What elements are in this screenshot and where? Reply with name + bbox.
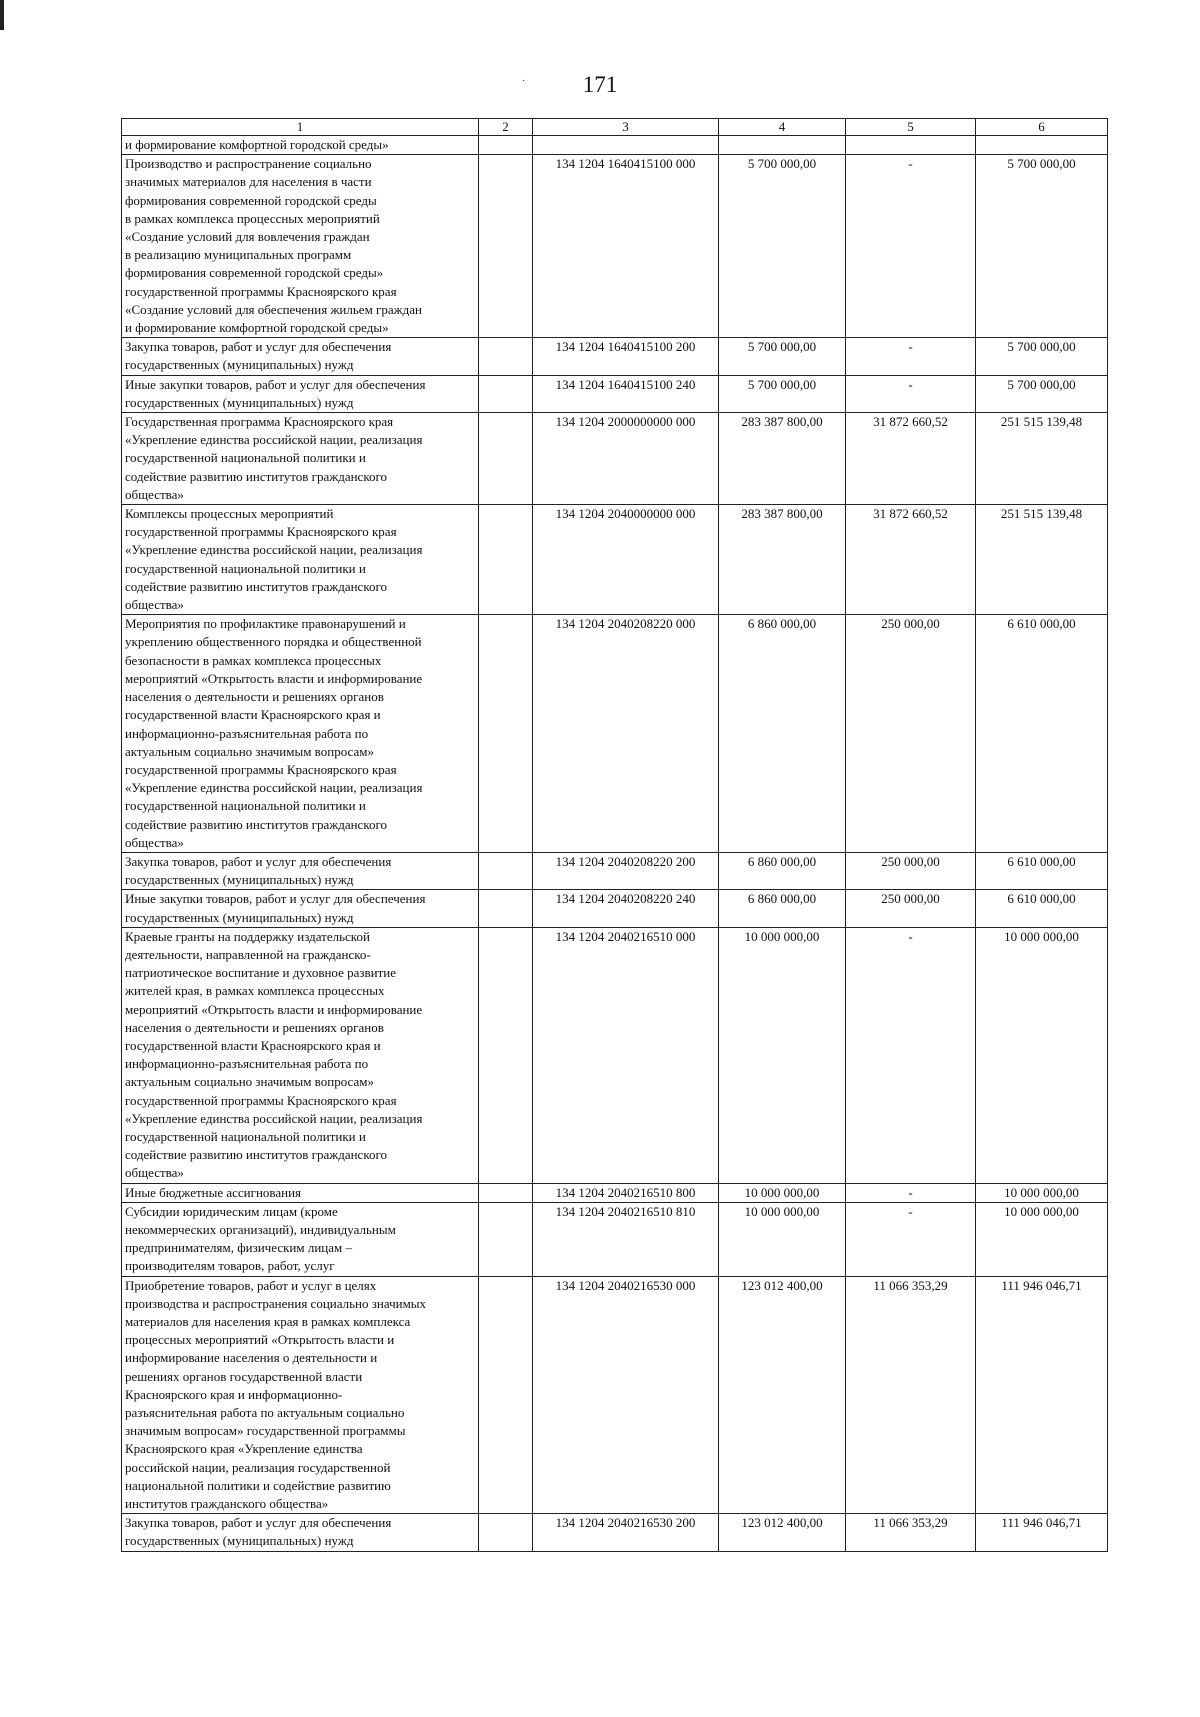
row-amount-col4: 123 012 400,00 bbox=[719, 1276, 846, 1514]
row-amount-col6: 111 946 046,71 bbox=[976, 1514, 1108, 1551]
row-description: Закупка товаров, работ и услуг для обеспечения государственных (муниципальных) нужд bbox=[122, 338, 479, 375]
row-description: Краевые гранты на поддержку издательской деятельности, направленной на гражданско- патриотическое воспитание и духовное развитие жителей края, в рамках комплекса процессных мероприятий «Открытость власти и информирование населения о деятельности и решениях органов государственной власти Красноярского края и информационно-разъяснительная работа по актуальным социально значимым вопросам» государственной программы Красноярского края «Укрепление единства российской нации, реализация государственной национальной политики и содействие развитию институтов гражданского общества» bbox=[122, 927, 479, 1183]
row-amount-col4: 123 012 400,00 bbox=[719, 1514, 846, 1551]
row-description: Государственная программа Красноярского края «Укрепление единства российской нации, реализация государственной национальной политики и содействие развитию институтов гражданского общества» bbox=[122, 413, 479, 505]
row-budget-code: 134 1204 2040216530 000 bbox=[533, 1276, 719, 1514]
row-budget-code: 134 1204 2040000000 000 bbox=[533, 505, 719, 615]
row-description: Закупка товаров, работ и услуг для обеспечения государственных (муниципальных) нужд bbox=[122, 1514, 479, 1551]
table-row bbox=[122, 338, 1108, 375]
row-amount-col4 bbox=[719, 136, 846, 155]
row-description: Иные закупки товаров, работ и услуг для обеспечения государственных (муниципальных) нужд bbox=[122, 375, 479, 412]
row-budget-code: 134 1204 2040216510 000 bbox=[533, 927, 719, 1183]
row-amount-col6: 6 610 000,00 bbox=[976, 615, 1108, 853]
row-amount-col4: 10 000 000,00 bbox=[719, 1183, 846, 1202]
row-amount-col5: - bbox=[846, 338, 976, 375]
row-amount-col4: 5 700 000,00 bbox=[719, 338, 846, 375]
table-row bbox=[122, 1202, 1108, 1276]
row-amount-col5: 31 872 660,52 bbox=[846, 505, 976, 615]
row-amount-col5: - bbox=[846, 375, 976, 412]
row-amount-col6: 6 610 000,00 bbox=[976, 890, 1108, 927]
table-header-row bbox=[122, 119, 1108, 136]
row-amount-col5: - bbox=[846, 155, 976, 338]
column-header-5: 5 bbox=[846, 119, 976, 136]
row-column-2 bbox=[479, 852, 533, 889]
row-amount-col6: 10 000 000,00 bbox=[976, 927, 1108, 1183]
row-budget-code: 134 1204 1640415100 240 bbox=[533, 375, 719, 412]
row-description: Иные закупки товаров, работ и услуг для обеспечения государственных (муниципальных) нужд bbox=[122, 890, 479, 927]
row-amount-col5: - bbox=[846, 927, 976, 1183]
row-budget-code: 134 1204 2040208220 200 bbox=[533, 852, 719, 889]
row-column-2 bbox=[479, 615, 533, 853]
row-amount-col6: 251 515 139,48 bbox=[976, 505, 1108, 615]
row-amount-col4: 5 700 000,00 bbox=[719, 155, 846, 338]
row-column-2 bbox=[479, 1514, 533, 1551]
table-row bbox=[122, 1514, 1108, 1551]
row-column-2 bbox=[479, 890, 533, 927]
row-amount-col4: 6 860 000,00 bbox=[719, 890, 846, 927]
row-budget-code: 134 1204 2040208220 000 bbox=[533, 615, 719, 853]
row-description: Мероприятия по профилактике правонарушений и укреплению общественного порядка и общественной безопасности в рамках комплекса процессных мероприятий «Открытость власти и информирование населения о деятельности и решениях органов государственной власти Красноярского края и информационно-разъяснительная работа по актуальным социально значимым вопросам» государственной программы Красноярского края «Укрепление единства российской нации, реализация государственной национальной политики и содействие развитию институтов гражданского общества» bbox=[122, 615, 479, 853]
page-number: 171 bbox=[582, 72, 618, 97]
row-column-2 bbox=[479, 1276, 533, 1514]
scan-corner-mark bbox=[0, 0, 4, 30]
table-row bbox=[122, 1276, 1108, 1514]
row-description: Закупка товаров, работ и услуг для обеспечения государственных (муниципальных) нужд bbox=[122, 852, 479, 889]
row-budget-code bbox=[533, 136, 719, 155]
row-budget-code: 134 1204 2040216510 810 bbox=[533, 1202, 719, 1276]
row-amount-col5 bbox=[846, 136, 976, 155]
row-budget-code: 134 1204 2040208220 240 bbox=[533, 890, 719, 927]
table-row bbox=[122, 852, 1108, 889]
column-header-6: 6 bbox=[976, 119, 1108, 136]
row-amount-col6: 6 610 000,00 bbox=[976, 852, 1108, 889]
row-column-2 bbox=[479, 1202, 533, 1276]
row-amount-col6: 5 700 000,00 bbox=[976, 375, 1108, 412]
row-column-2 bbox=[479, 927, 533, 1183]
row-amount-col4: 283 387 800,00 bbox=[719, 505, 846, 615]
table-row bbox=[122, 615, 1108, 853]
row-description: Субсидии юридическим лицам (кроме некоммерческих организаций), индивидуальным предпринимателям, физическим лицам – производителям товаров, работ, услуг bbox=[122, 1202, 479, 1276]
row-amount-col4: 10 000 000,00 bbox=[719, 927, 846, 1183]
row-amount-col6: 5 700 000,00 bbox=[976, 155, 1108, 338]
row-amount-col4: 283 387 800,00 bbox=[719, 413, 846, 505]
row-budget-code: 134 1204 1640415100 000 bbox=[533, 155, 719, 338]
row-description: Приобретение товаров, работ и услуг в целях производства и распространения социально значимых материалов для населения края в рамках комплекса процессных мероприятий «Открытость власти и информирование населения о деятельности и решениях органов государственной власти Красноярского края и информационно- разъяснительная работа по актуальным социально значимым вопросам» государственной программы Красноярского края «Укрепление единства российской нации, реализация государственной национальной политики и содействие развитию институтов гражданского общества» bbox=[122, 1276, 479, 1514]
table-row bbox=[122, 375, 1108, 412]
row-amount-col6: 10 000 000,00 bbox=[976, 1183, 1108, 1202]
row-budget-code: 134 1204 1640415100 200 bbox=[533, 338, 719, 375]
row-column-2 bbox=[479, 155, 533, 338]
row-amount-col5: 31 872 660,52 bbox=[846, 413, 976, 505]
row-amount-col5: 250 000,00 bbox=[846, 890, 976, 927]
row-column-2 bbox=[479, 505, 533, 615]
row-amount-col6: 5 700 000,00 bbox=[976, 338, 1108, 375]
row-amount-col6: 251 515 139,48 bbox=[976, 413, 1108, 505]
row-amount-col6 bbox=[976, 136, 1108, 155]
table-row bbox=[122, 1183, 1108, 1202]
row-column-2 bbox=[479, 1183, 533, 1202]
row-amount-col6: 111 946 046,71 bbox=[976, 1276, 1108, 1514]
budget-table bbox=[121, 118, 1108, 1552]
row-amount-col4: 6 860 000,00 bbox=[719, 615, 846, 853]
row-column-2 bbox=[479, 413, 533, 505]
row-amount-col4: 10 000 000,00 bbox=[719, 1202, 846, 1276]
row-column-2 bbox=[479, 375, 533, 412]
row-column-2 bbox=[479, 136, 533, 155]
row-description: и формирование комфортной городской среды» bbox=[122, 136, 479, 155]
row-description: Комплексы процессных мероприятий государственной программы Красноярского края «Укрепление единства российской нации, реализация государственной национальной политики и содействие развитию институтов гражданского общества» bbox=[122, 505, 479, 615]
table-row bbox=[122, 927, 1108, 1183]
table-row bbox=[122, 413, 1108, 505]
column-header-3: 3 bbox=[533, 119, 719, 136]
column-header-4: 4 bbox=[719, 119, 846, 136]
row-budget-code: 134 1204 2000000000 000 bbox=[533, 413, 719, 505]
row-amount-col5: 11 066 353,29 bbox=[846, 1276, 976, 1514]
row-description: Производство и распространение социально значимых материалов для населения в части формирования современной городской среды в рамках комплекса процессных мероприятий «Создание условий для вовлечения граждан в реализацию муниципальных программ формирования современной городской среды» государственной программы Красноярского края «Создание условий для обеспечения жильем граждан и формирование комфортной городской среды» bbox=[122, 155, 479, 338]
row-amount-col5: - bbox=[846, 1202, 976, 1276]
row-amount-col5: 250 000,00 bbox=[846, 615, 976, 853]
row-amount-col4: 5 700 000,00 bbox=[719, 375, 846, 412]
column-header-2: 2 bbox=[479, 119, 533, 136]
row-amount-col5: - bbox=[846, 1183, 976, 1202]
row-column-2 bbox=[479, 338, 533, 375]
row-amount-col5: 11 066 353,29 bbox=[846, 1514, 976, 1551]
row-amount-col4: 6 860 000,00 bbox=[719, 852, 846, 889]
row-amount-col5: 250 000,00 bbox=[846, 852, 976, 889]
row-amount-col6: 10 000 000,00 bbox=[976, 1202, 1108, 1276]
table-row bbox=[122, 890, 1108, 927]
column-header-1: 1 bbox=[122, 119, 479, 136]
table-row bbox=[122, 155, 1108, 338]
scan-speck: · bbox=[522, 76, 526, 87]
table-row bbox=[122, 136, 1108, 155]
table-row bbox=[122, 505, 1108, 615]
row-budget-code: 134 1204 2040216510 800 bbox=[533, 1183, 719, 1202]
table-body bbox=[122, 136, 1108, 1552]
row-description: Иные бюджетные ассигнования bbox=[122, 1183, 479, 1202]
row-budget-code: 134 1204 2040216530 200 bbox=[533, 1514, 719, 1551]
